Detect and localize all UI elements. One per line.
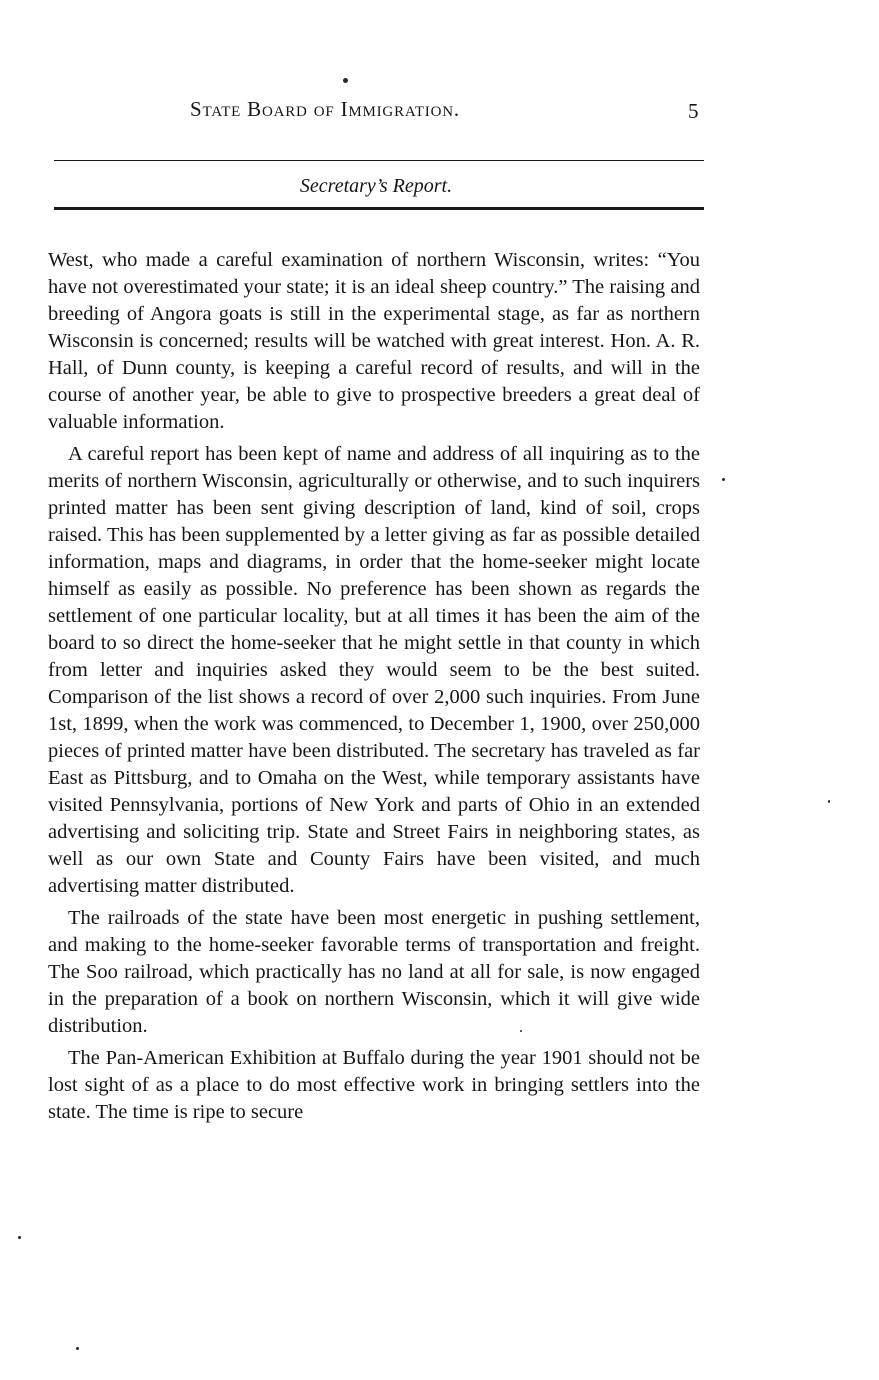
section-title: Secretary’s Report. <box>299 175 453 197</box>
paragraph-1: West, who made a careful examination of northern Wisconsin, writes: “You have not overestimated your state; it is an ideal sheep country.” The raising and breeding of Angora goats is still in the experimental stage, as far as northern Wisconsin is concerned; results will be watched with great interest. Hon. A. R. Hall, of Dunn county, is keeping a careful record of results, and will in the course of another year, be able to give to prospective breeders a great deal of valuable information. <box>48 249 700 433</box>
page-number: 5 <box>688 99 699 123</box>
print-speck <box>18 1236 21 1239</box>
print-speck <box>722 478 725 481</box>
header-rule-top <box>54 160 704 161</box>
paragraph-3: The railroads of the state have been most energetic in pushing settlement, and making to the home-seeker favorable terms of transportation and freight. The Soo railroad, which practically has no land at all for sale, is now engaged in the preparation of a book on northern Wisconsin, which it will give wide distribution. <box>48 907 700 1037</box>
paragraph-4: The Pan-American Exhibition at Buffalo during the year 1901 should not be lost sight of as a place to do most effective work in bringing settlers into the state. The time is ripe to secure <box>48 1047 700 1123</box>
paragraph-2: A careful report has been kept of name and address of all inquiring as to the merits of northern Wisconsin, agriculturally or otherwise, and to such inquirers printed matter has been sent giving description of land, kind of soil, crops raised. This has been supplemented by a letter giving as far as possible detailed information, maps and diagrams, in order that the home-seeker might locate himself as easily as possible. No preference has been shown as regards the settlement of one particular locality, but at all times it has been the aim of the board to so direct the home-seeker that he might settle in that county in which from letter and inquiries asked they would seem to be the best suited. Comparison of the list shows a record of over 2,000 such inquiries. From June 1st, 1899, when the work was commenced, to December 1, 1900, over 250,000 pieces of printed matter have been distributed. The secretary has traveled as far East as Pittsburg, and to Omaha on the West, while temporary assistants have visited Pennsylvania, portions of New York and parts of Ohio in an extended advertising and soliciting trip. State and Street Fairs in neighboring states, as well as our own State and County Fairs have been visited, and much advertising matter distributed. <box>48 443 700 897</box>
body-text <box>48 247 700 1126</box>
print-speck <box>828 800 830 803</box>
print-speck <box>76 1347 79 1350</box>
running-head-title: State Board of Immigration. <box>190 97 460 121</box>
print-speck <box>520 1030 522 1032</box>
header-rule-bottom <box>54 207 704 210</box>
print-speck <box>343 78 348 83</box>
